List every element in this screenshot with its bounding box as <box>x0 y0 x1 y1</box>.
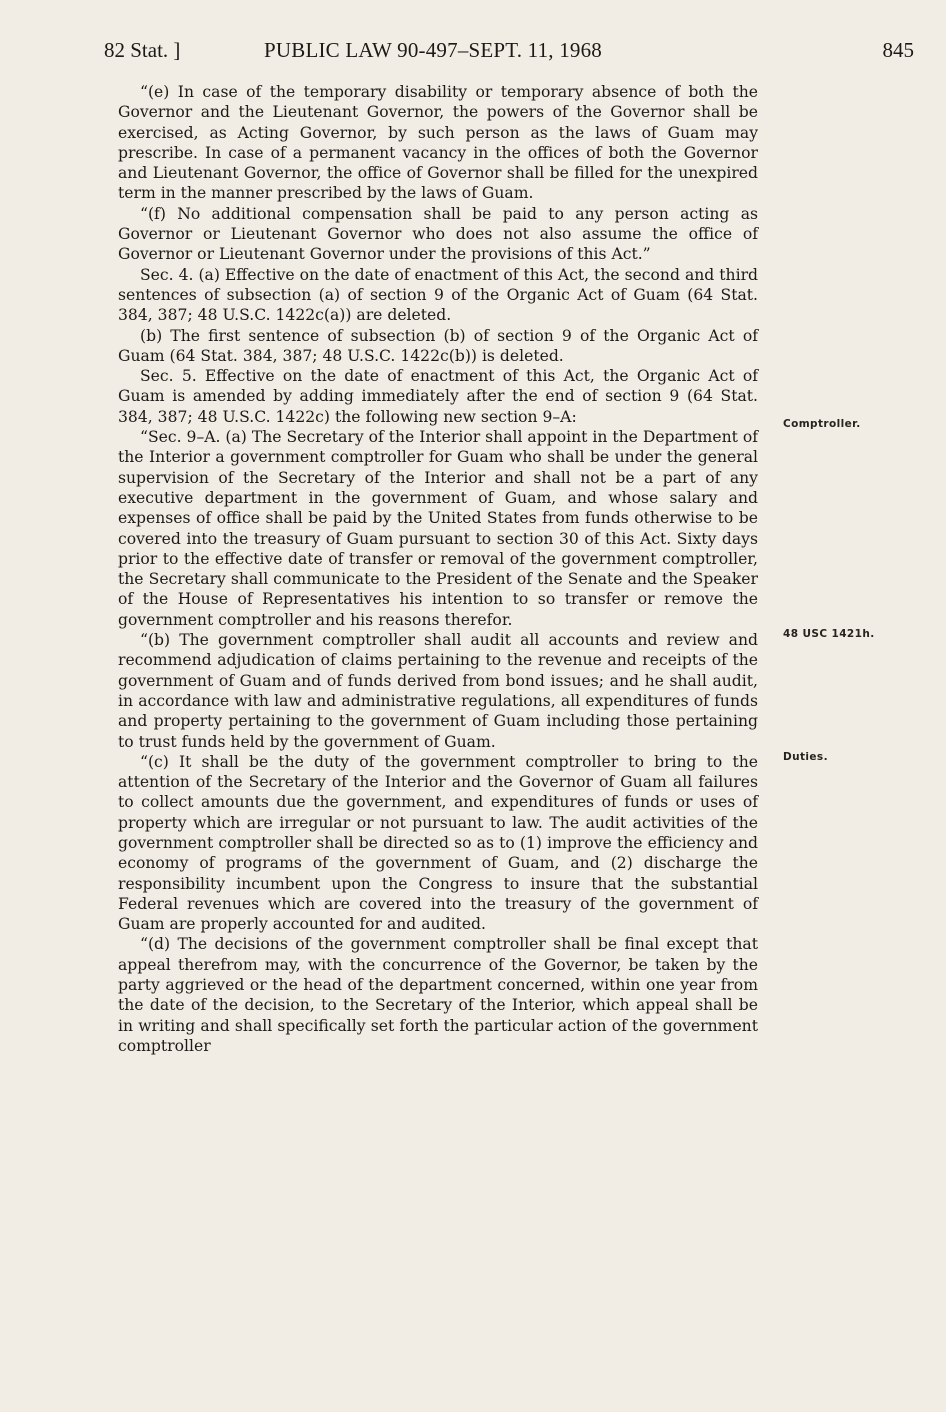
margin-note-comptroller: Comptroller. <box>783 418 861 430</box>
margin-note-duties: Duties. <box>783 751 828 763</box>
paragraph-sec-9a-d: “(d) The decisions of the government comptroller shall be final except that appeal therefrom may, with the concurrence of the Governor, be taken by the party aggrieved or the head of the department concerned, within one year from the date of the decision, to the Secretary of the Interior, which appeal shall be in writing and shall specifically set forth the particular action of the government comptroller <box>118 935 758 1055</box>
paragraph-sec-5: Sec. 5. Effective on the date of enactment of this Act, the Organic Act of Guam is amended by adding immediately after the end of section 9 (64 Stat. 384, 387; 48 U.S.C. 1422c) the following new section 9–A: <box>118 367 758 426</box>
paragraph-subsection-f: “(f) No additional compensation shall be paid to any person acting as Governor or Lieutenant Governor who does not also assume the office of Governor or Lieutenant Governor under the provisions of this Act.” <box>118 204 758 264</box>
margin-note-usc: 48 USC 1421h. <box>783 628 875 640</box>
main-text <box>118 82 758 1056</box>
statute-volume: 82 Stat. ] <box>104 38 181 62</box>
paragraph-subsection-e: “(e) In case of the temporary disability or temporary absence of both the Governor and the Lieutenant Governor, the powers of the Governor shall be exercised, as Acting Governor, by such person as the laws of Guam may prescribe. In case of a permanent vacancy in the offices of both the Governor and Lieutenant Governor, the office of Governor shall be filled for the unexpired term in the manner prescribed by the laws of Guam. <box>118 83 758 203</box>
page-header <box>104 38 914 68</box>
paragraph-sec-9a-b: “(b) The government comptroller shall audit all accounts and review and recommend adjudication of claims pertaining to the revenue and receipts of the government of Guam and of funds derived from bond issues; and he shall audit, in accordance with law and administrative regulations, all expenditures of funds and property pertaining to the government of Guam including those pertaining to trust funds held by the government of Guam. <box>118 631 758 751</box>
running-title: PUBLIC LAW 90-497–SEPT. 11, 1968 <box>264 38 603 62</box>
page-number: 845 <box>882 38 914 62</box>
paragraph-sec-9a-c: “(c) It shall be the duty of the government comptroller to bring to the attention of the Secretary of the Interior and the Governor of Guam all failures to collect amounts due the government, and expenditures of funds or uses of property which are irregular or not pursuant to law. The audit activities of the government comptroller shall be directed so as to (1) improve the efficiency and economy of programs of the government of Guam, and (2) discharge the responsibility incumbent upon the Congress to insure that the substantial Federal revenues which are covered into the treasury of the government of Guam are properly accounted for and audited. <box>118 752 758 934</box>
paragraph-sec-4a: Sec. 4. (a) Effective on the date of enactment of this Act, the second and third sentences of subsection (a) of section 9 of the Organic Act of Guam (64 Stat. 384, 387; 48 U.S.C. 1422c(a)) are deleted. <box>118 265 758 325</box>
paragraph-sec-9a-a: “Sec. 9–A. (a) The Secretary of the Interior shall appoint in the Department of the Interior a government comptroller for Guam who shall be under the general supervision of the Secretary of the Interior and shall not be a part of any executive department in the government of Guam, and whose salary and expenses of office shall be paid by the United States from funds otherwise to be covered into the treasury of Guam pursuant to section 30 of this Act. Sixty days prior to the effective date of transfer or removal of the government comptroller, the Secretary shall communicate to the President of the Senate and the Speaker of the House of Representatives his intention to so transfer or remove the government comptroller and his reasons therefor. <box>118 428 758 629</box>
paragraph-sec-4b: (b) The first sentence of subsection (b) of section 9 of the Organic Act of Guam (64 Stat. 384, 387; 48 U.S.C. 1422c(b)) is deleted. <box>118 326 758 365</box>
